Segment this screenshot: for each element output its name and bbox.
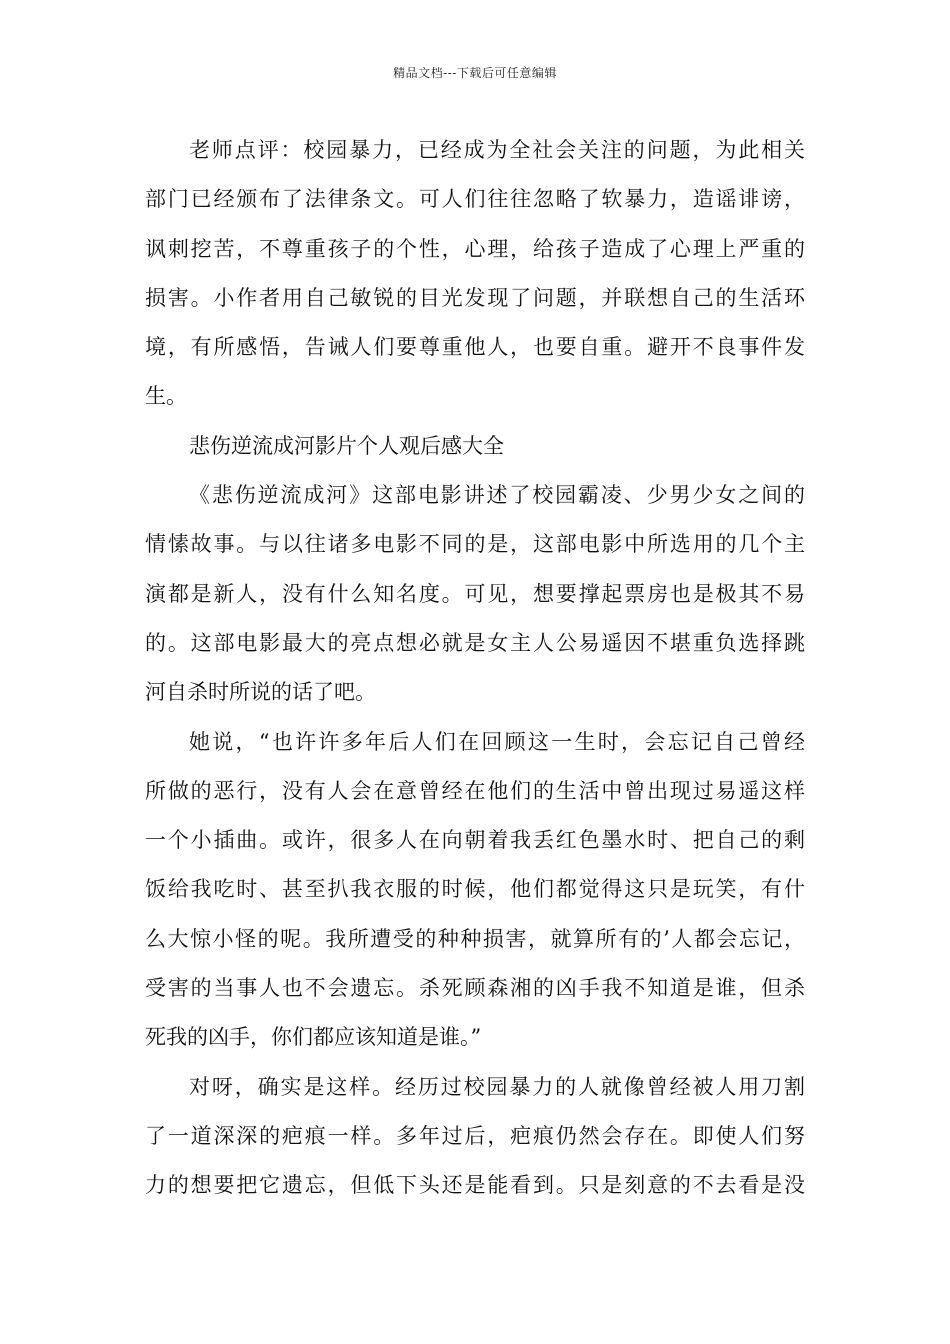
paragraph-teacher-comment bbox=[145, 126, 805, 422]
text-line: 河自杀时所说的话了吧。 bbox=[145, 680, 376, 705]
text-line: 受害的当事人也不会遗忘。杀死顾森湘的凶手我不知道是谁，但杀 bbox=[145, 976, 805, 1001]
text-line: 饭给我吃时、甚至扒我衣服的时候，他们都觉得这只是玩笑，有什 bbox=[145, 877, 805, 902]
text-line: 力的想要把它遗忘，但低下头还是能看到。只是刻意的不去看是没 bbox=[145, 1173, 805, 1198]
section-heading bbox=[145, 422, 805, 471]
page-header: 精品文档---下载后可任意编辑 bbox=[393, 66, 557, 80]
text-line: 演都是新人，没有什么知名度。可见，想要撑起票房也是极其不易 bbox=[145, 581, 805, 606]
text-line: 么大惊小怪的呢。我所遭受的种种损害，就算所有的’人都会忘记， bbox=[145, 926, 805, 951]
text-line: 《悲伤逆流成河》这部电影讲述了校园霸凌、少男少女之间的 bbox=[189, 483, 805, 508]
text-line: 讽刺挖苦，不尊重孩子的个性，心理，给孩子造成了心理上严重的 bbox=[145, 236, 805, 261]
text-line: 损害。小作者用自己敏锐的目光发现了问题，并联想自己的生活环 bbox=[145, 285, 805, 310]
document-body bbox=[145, 126, 805, 1211]
text-line: 她说，“也许许多年后人们在回顾这一生时，会忘记自己曾经 bbox=[189, 729, 805, 754]
section-title: 悲伤逆流成河影片个人观后感大全 bbox=[189, 433, 504, 458]
text-line: 生。 bbox=[145, 384, 187, 409]
text-line: 老师点评：校园暴力，已经成为全社会关注的问题，为此相关 bbox=[189, 138, 805, 162]
paragraph-reflection bbox=[145, 1063, 805, 1211]
text-line: 了一道深深的疤痕一样。多年过后，疤痕仍然会存在。即使人们努 bbox=[145, 1123, 805, 1148]
text-line: 部门已经颁布了法律条文。可人们往往忽略了软暴力，造谣诽谤， bbox=[145, 187, 805, 212]
text-line: 所做的恶行，没有人会在意曾经在他们的生活中曾出现过易遥这样 bbox=[145, 778, 805, 803]
text-line: 境，有所感悟，告诫人们要尊重他人，也要自重。避开不良事件发 bbox=[145, 335, 805, 360]
text-line: 的。这部电影最大的亮点想必就是女主人公易遥因不堪重负选择跳 bbox=[145, 630, 805, 655]
text-line: 情愫故事。与以往诸多电影不同的是，这部电影中所选用的几个主 bbox=[145, 532, 805, 557]
paragraph-quote bbox=[145, 718, 805, 1063]
text-line: 一个小插曲。或许，很多人在向朝着我丢红色墨水时、把自己的剩 bbox=[145, 828, 805, 853]
paragraph-intro bbox=[145, 471, 805, 717]
text-line: 死我的凶手，你们都应该知道是谁。” bbox=[145, 1025, 482, 1050]
text-line: 对呀，确实是这样。经历过校园暴力的人就像曾经被人用刀割 bbox=[189, 1074, 805, 1099]
